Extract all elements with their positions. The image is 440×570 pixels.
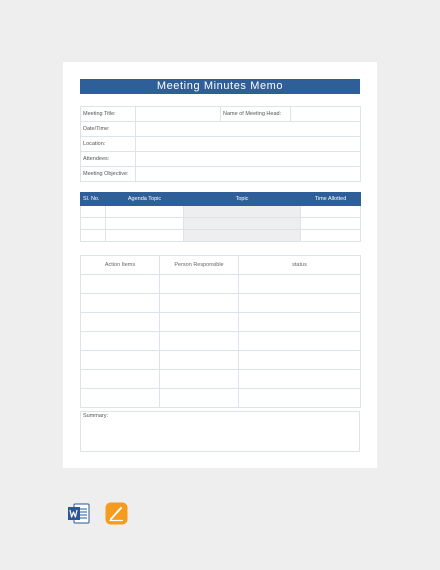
meeting-info-table: [80, 106, 361, 182]
action-cell[interactable]: [239, 351, 361, 370]
action-cell[interactable]: [81, 332, 160, 351]
action-header-person: Person Responsible: [160, 256, 239, 275]
attendees-field[interactable]: [136, 152, 361, 167]
action-cell[interactable]: [81, 351, 160, 370]
action-header-row: [81, 256, 361, 275]
attendees-label: Attendees:: [81, 152, 136, 167]
meeting-title-field[interactable]: [136, 107, 221, 122]
action-cell[interactable]: [81, 313, 160, 332]
table-row: [81, 370, 361, 389]
action-cell[interactable]: [239, 389, 361, 408]
action-cell[interactable]: [160, 294, 239, 313]
summary-table: [80, 411, 360, 452]
word-icon[interactable]: [67, 502, 90, 525]
agenda-cell[interactable]: [81, 230, 106, 242]
meeting-title-label: Meeting Title:: [81, 107, 136, 122]
agenda-cell[interactable]: [301, 230, 361, 242]
action-cell[interactable]: [81, 275, 160, 294]
agenda-cell[interactable]: [106, 230, 184, 242]
action-header-items: Action Items: [81, 256, 160, 275]
datetime-label: Date/Time:: [81, 122, 136, 137]
table-row: [81, 230, 361, 242]
agenda-cell[interactable]: [184, 218, 301, 230]
table-row: [81, 218, 361, 230]
objective-label: Meeting Objective:: [81, 167, 136, 182]
datetime-field[interactable]: [136, 122, 361, 137]
agenda-cell[interactable]: [106, 206, 184, 218]
action-cell[interactable]: [160, 275, 239, 294]
summary-field[interactable]: [81, 412, 360, 452]
action-header-status: status: [239, 256, 361, 275]
agenda-header-slno: Sl. No.: [81, 193, 106, 206]
action-cell[interactable]: [160, 313, 239, 332]
action-cell[interactable]: [160, 351, 239, 370]
agenda-cell[interactable]: [184, 230, 301, 242]
action-cell[interactable]: [160, 332, 239, 351]
table-row: [81, 167, 361, 182]
action-cell[interactable]: [239, 313, 361, 332]
document-title: Meeting Minutes Memo: [80, 79, 360, 94]
meeting-head-field[interactable]: [291, 107, 361, 122]
table-row: [81, 206, 361, 218]
agenda-cell[interactable]: [81, 218, 106, 230]
action-cell[interactable]: [160, 370, 239, 389]
agenda-cell[interactable]: [301, 206, 361, 218]
action-cell[interactable]: [239, 294, 361, 313]
table-row: [81, 152, 361, 167]
table-row: [81, 137, 361, 152]
table-row: [81, 412, 360, 452]
action-cell[interactable]: [160, 389, 239, 408]
meeting-head-label: Name of Meeting Head:: [221, 107, 291, 122]
agenda-header-topic: Topic: [184, 193, 301, 206]
action-items-table: [80, 255, 361, 408]
summary-label: Summary:: [83, 413, 109, 419]
location-field[interactable]: [136, 137, 361, 152]
agenda-header-row: [81, 193, 361, 206]
location-label: Location:: [81, 137, 136, 152]
action-cell[interactable]: [81, 389, 160, 408]
table-row: [81, 294, 361, 313]
agenda-cell[interactable]: [184, 206, 301, 218]
table-row: [81, 332, 361, 351]
pages-icon[interactable]: [105, 502, 128, 525]
table-row: [81, 122, 361, 137]
table-row: [81, 107, 361, 122]
agenda-table: [80, 192, 361, 242]
action-cell[interactable]: [239, 332, 361, 351]
table-row: [81, 351, 361, 370]
agenda-cell[interactable]: [106, 218, 184, 230]
table-row: [81, 389, 361, 408]
action-cell[interactable]: [239, 370, 361, 389]
agenda-cell[interactable]: [301, 218, 361, 230]
objective-field[interactable]: [136, 167, 361, 182]
action-cell[interactable]: [81, 370, 160, 389]
document-page: [63, 62, 377, 468]
table-row: [81, 313, 361, 332]
agenda-cell[interactable]: [81, 206, 106, 218]
action-cell[interactable]: [239, 275, 361, 294]
action-cell[interactable]: [81, 294, 160, 313]
agenda-header-time-allotted: Time Allotted: [301, 193, 361, 206]
table-row: [81, 275, 361, 294]
agenda-header-agenda-topic: Agenda Topic: [106, 193, 184, 206]
